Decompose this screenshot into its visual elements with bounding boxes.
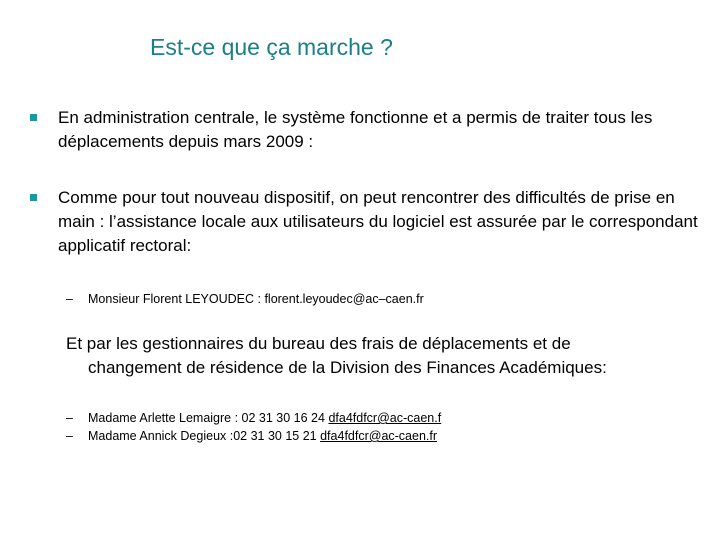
bullet-item [30,106,700,154]
paragraph-line: changement de résidence de la Division des Finances Académiques: [88,358,607,377]
email-link[interactable]: dfa4fdfcr@ac-caen.fr [320,429,438,443]
contact-text [88,411,441,425]
square-bullet-icon [30,194,37,201]
square-bullet-icon [30,114,37,121]
contact-line [66,428,437,444]
contact-text [88,429,437,443]
dash-marker: – [66,411,73,425]
dash-marker: – [66,429,73,443]
bullet-item [30,186,700,258]
dash-marker: – [66,292,73,306]
email-link[interactable]: dfa4fdfcr@ac-caen.f [328,411,442,425]
contact-line [66,410,441,426]
bullet-text: Comme pour tout nouveau dispositif, on peut rencontrer des difficultés de prise en main : l’assistance locale aux utilisateurs du logiciel est assurée par le correspondant applicatif rectoral: [58,188,698,255]
contact-name-phone: Madame Arlette Lemaigre : 02 31 30 16 24 [88,411,329,425]
contact-text: Monsieur Florent LEYOUDEC : florent.leyoudec@ac–caen.fr [88,292,424,306]
contact-name-phone: Madame Annick Degieux :02 31 30 15 21 [88,429,321,443]
bullet-text: En administration centrale, le système fonctionne et a permis de traiter tous les déplacements depuis mars 2009 : [58,108,653,151]
managers-paragraph [66,332,706,380]
slide-title: Est-ce que ça marche ? [150,34,393,60]
contact-line [66,291,424,307]
paragraph-line: Et par les gestionnaires du bureau des frais de déplacements et de [66,334,571,353]
